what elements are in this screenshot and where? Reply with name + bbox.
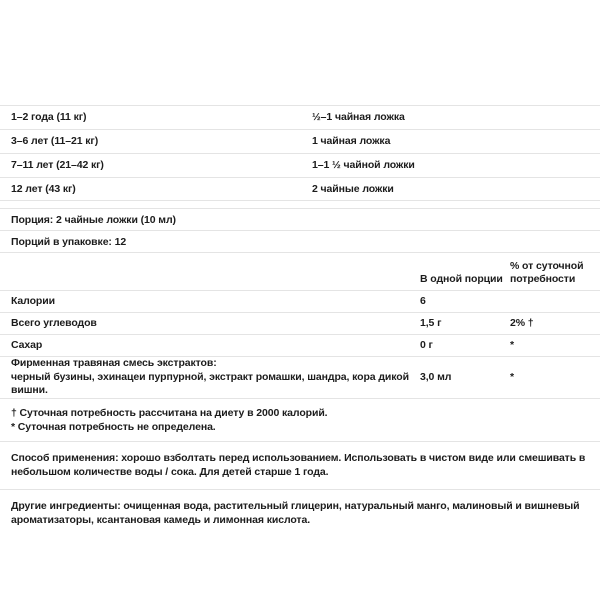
other-ingredients-text: Другие ингредиенты: очищенная вода, растительный глицерин, натуральный манго, малиновый и вишневый ароматизаторы, ксантановая камедь и лимонная кислота. [11, 499, 580, 526]
nutrient-daily-value: 2% † [510, 317, 534, 329]
dosage-age-label: 1–2 года (11 кг) [11, 111, 87, 123]
nutrient-name: Калории [11, 294, 55, 307]
serving-size-label: Порция: 2 чайные ложки (10 мл) [11, 213, 176, 226]
table-row [0, 129, 600, 153]
dosage-age-label: 3–6 лет (11–21 кг) [11, 135, 99, 147]
table-row [0, 153, 600, 177]
directions-text: Способ применения: хорошо взболтать перед использованием. Использовать в чистом виде или смешивать в небольшом количестве воды / сока. Для детей старше 1 года. [11, 451, 586, 478]
nutrient-daily-value: * [510, 370, 514, 383]
table-row [0, 105, 600, 129]
dosage-amount-value: 2 чайные ложки [312, 182, 394, 195]
serving-size-row [0, 208, 600, 230]
servings-per-container-label: Порций в упаковке: 12 [11, 235, 127, 248]
table-row [0, 290, 600, 312]
dosage-amount-value: ½–1 чайная ложка [312, 111, 405, 123]
table-row [0, 356, 600, 398]
nutrient-name: Всего углеводов [11, 316, 97, 329]
dosage-age-label: 7–11 лет (21–42 кг) [11, 159, 104, 171]
dosage-amount-value: 1 чайная ложка [312, 135, 391, 147]
nutrition-table-header [0, 252, 600, 290]
nutrient-daily-value: * [510, 339, 514, 351]
proprietary-blend-title: Фирменная травяная смесь экстрактов: [11, 357, 217, 369]
dosage-age-label: 12 лет (43 кг) [11, 182, 76, 195]
column-header-amount-per-serving: В одной порции [420, 273, 503, 285]
footnotes-section [0, 398, 600, 441]
proprietary-blend-ingredients: черный бузины, эхинацеи пурпурной, экстракт ромашки, шандра, кора дикой вишни. [11, 370, 409, 396]
other-ingredients-section [0, 489, 600, 537]
panel-content [0, 105, 600, 537]
nutrient-name: Сахар [11, 338, 43, 351]
nutrient-amount: 6 [420, 295, 426, 307]
nutrient-amount: 0 г [420, 339, 433, 351]
table-row [0, 177, 600, 201]
nutrient-name-block [11, 357, 420, 398]
table-row [0, 334, 600, 356]
nutrient-amount: 3,0 мл [420, 370, 452, 383]
servings-per-container-row [0, 230, 600, 252]
dosage-amount-value: 1–1 ½ чайной ложки [312, 159, 415, 171]
footnote-daily-value-basis: † Суточная потребность рассчитана на диету в 2000 калорий. [11, 406, 328, 419]
dosage-table [0, 105, 600, 201]
directions-section [0, 441, 600, 489]
footnote-no-daily-value: * Суточная потребность не определена. [11, 420, 216, 433]
nutrition-facts-table [0, 252, 600, 398]
column-header-daily-value: % от суточной потребности [510, 260, 584, 285]
nutrient-amount: 1,5 г [420, 317, 442, 329]
serving-info [0, 208, 600, 252]
table-row [0, 312, 600, 334]
section-gap [0, 201, 600, 208]
